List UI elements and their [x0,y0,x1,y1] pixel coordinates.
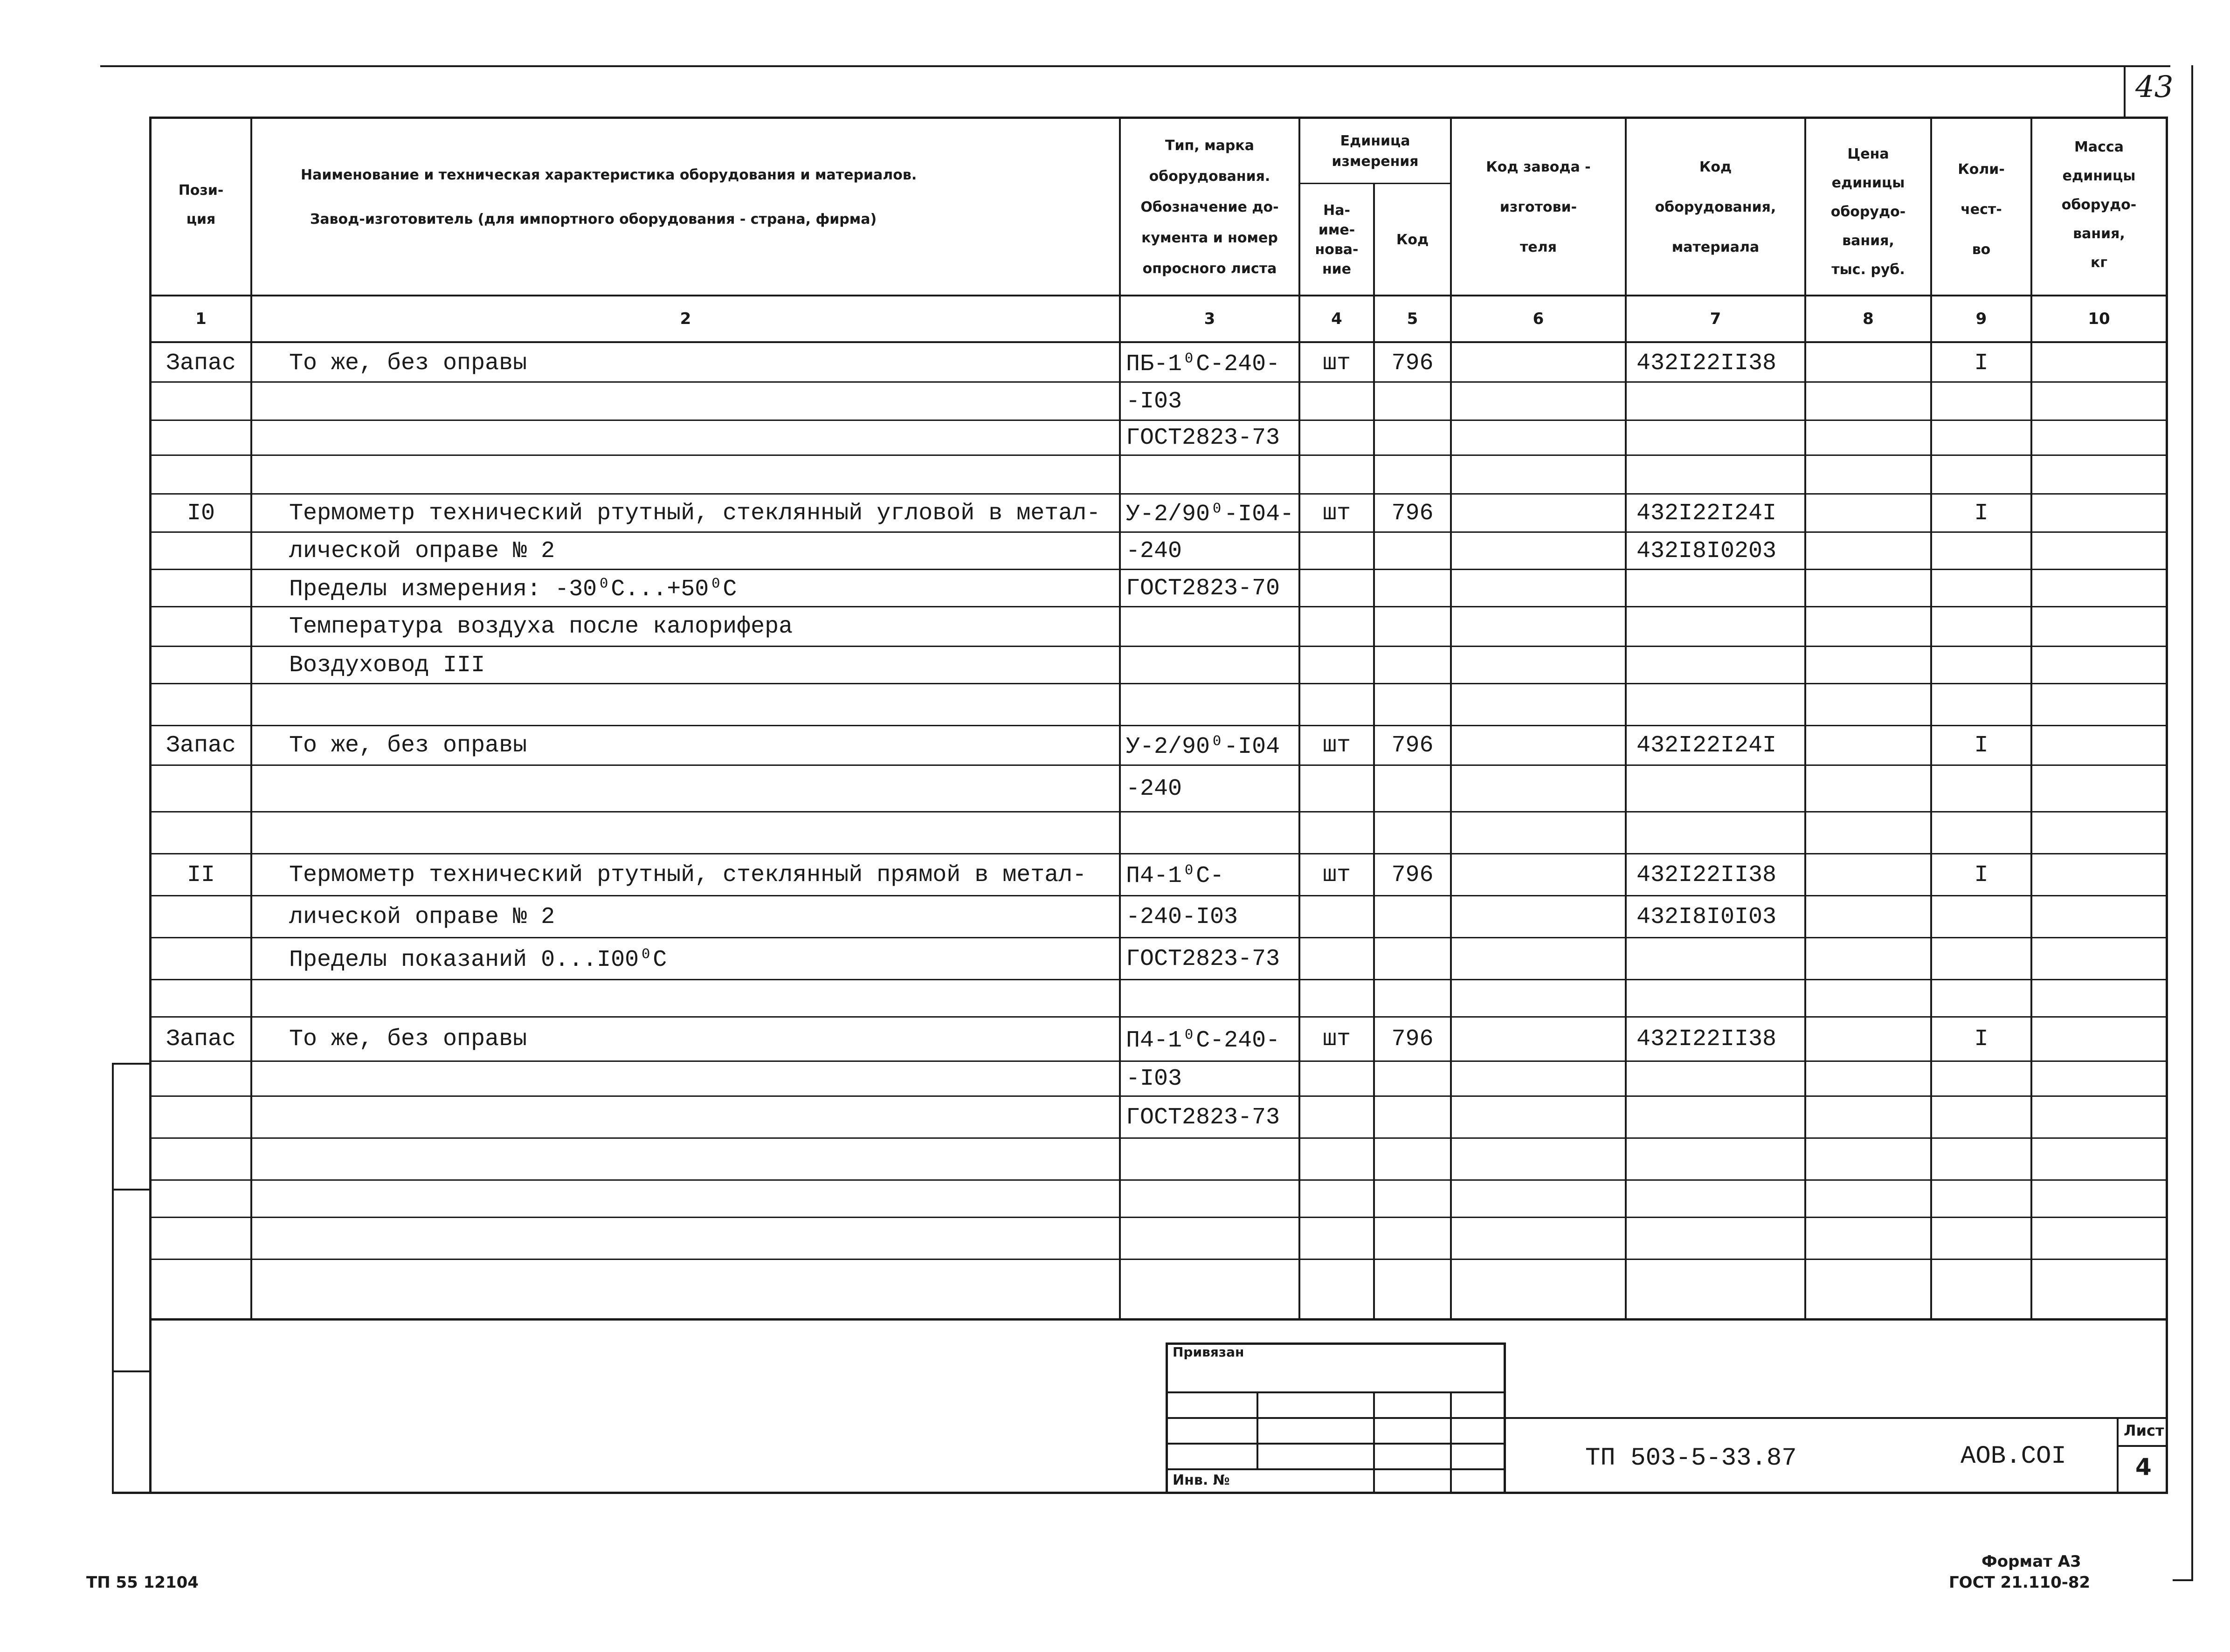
cell-position: Запас [166,350,236,377]
cell-unit [1300,456,1373,493]
cell-equip-code [1636,1062,1804,1095]
cell-qty [1932,1181,2030,1217]
cell-name [289,1139,1114,1179]
sheet-box-divider [2117,1445,2168,1447]
cell-unit-code [1375,533,1450,569]
header-maker-code: Код завода - изготови- теля [1486,159,1591,255]
docblock-top [1506,1417,2168,1419]
cell-qty [1932,383,2030,420]
cell-type: У-2/90⁰-I04- [1126,501,1294,528]
cell-equip-code: 432I8I0203 [1636,537,1777,564]
cell-equip-code [1636,1181,1804,1217]
cell-unit [1300,1260,1373,1318]
privyazan-vline2 [1373,1391,1375,1494]
colnum-6: 6 [1533,310,1544,328]
cell-position: Запас [166,1026,236,1053]
cell-unit [1300,981,1373,1016]
row-separator [149,1179,2168,1181]
row-separator [149,937,2168,938]
cell-type: -240 [1126,775,1182,802]
cell-name: Пределы показаний 0...I00⁰С [289,947,667,973]
cell-unit [1300,1097,1373,1137]
cell-name: Воздуховод III [289,652,485,679]
cell-position [152,813,250,853]
cell-equip-code [1636,766,1804,811]
table-body-bottom [149,1318,2168,1321]
header-name-line1: Наименование и техническая характеристика оборудования и материалов. [301,167,917,183]
sheet-mark: 43 [2135,70,2174,104]
cell-type [1126,1218,1298,1259]
cell-equip-code [1636,456,1804,493]
cell-unit [1300,647,1373,683]
cell-qty [1932,981,2030,1016]
table-right [2166,117,2168,1494]
cell-position [152,1218,250,1259]
cell-qty [1932,1062,2030,1095]
cell-position [152,647,250,683]
cell-position: Запас [166,732,236,759]
cell-position [152,897,250,937]
cell-position [152,939,250,979]
header-unit-code: Код [1396,232,1429,248]
bottom-right-border [2173,1579,2193,1581]
cell-type: ГОСТ2823-73 [1126,945,1280,972]
cell-unit: шт [1322,861,1351,888]
cell-qty [1932,813,2030,853]
colnum-7: 7 [1710,310,1721,328]
cell-type: -I03 [1126,388,1182,415]
cell-equip-code: 432I8I0I03 [1636,903,1777,930]
right-border-line [2191,65,2193,1580]
cell-type: ГОСТ2823-70 [1126,575,1280,602]
cell-type [1126,608,1298,646]
privyazan-hline3 [1166,1443,1506,1445]
cell-name [289,1260,1114,1318]
cell-name [289,1218,1114,1259]
cell-unit [1300,1181,1373,1217]
row-separator [149,381,2168,383]
cell-unit [1300,897,1373,937]
cell-name [289,685,1114,725]
cell-type [1126,456,1298,493]
top-border-line [100,65,2170,67]
cell-name [289,813,1114,853]
binding-strip-mid2 [112,1370,152,1372]
cell-qty [1932,456,2030,493]
colnum-5: 5 [1407,310,1418,328]
binding-strip-left [112,1063,114,1494]
colnum-1: 1 [195,310,207,328]
header-qty: Коли- чест- во [1958,161,2005,258]
cell-position [152,533,250,569]
cell-unit-code: 796 [1391,861,1434,888]
cell-type: У-2/90⁰-I04 [1126,733,1280,760]
row-separator [149,1060,2168,1062]
cell-unit [1300,421,1373,454]
cell-name [289,766,1114,811]
colnum-8: 8 [1863,310,1874,328]
cell-name [289,1097,1114,1137]
cell-unit [1300,608,1373,646]
cell-equip-code: 432I22II38 [1636,1026,1777,1053]
cell-equip-code: 432I22I24I [1636,732,1777,759]
privyazan-hline2 [1166,1417,1506,1419]
binding-strip-top [112,1063,152,1065]
cell-qty: I [1974,732,1988,759]
cell-name: То же, без оправы [289,350,527,377]
cell-name: лической оправе № 2 [289,537,555,564]
cell-qty [1932,608,2030,646]
header-unit-group: Единица измерения [1332,133,1419,170]
cell-unit [1300,383,1373,420]
cell-type: -I03 [1126,1066,1182,1092]
cell-position [152,685,250,725]
cell-qty [1932,939,2030,979]
cell-unit-code [1375,981,1450,1016]
cell-equip-code [1636,813,1804,853]
header-equip-code: Код оборудования, материала [1655,159,1776,255]
cell-unit-code [1375,1139,1450,1179]
cell-position [152,571,250,606]
cell-unit: шт [1322,350,1351,377]
cell-unit [1300,533,1373,569]
table-top [149,117,2168,119]
row-separator [149,811,2168,812]
cell-position [152,1062,250,1095]
cell-type [1126,981,1298,1016]
cell-name: Температура воздуха после калорифера [289,613,793,640]
cell-equip-code [1636,1097,1804,1137]
cell-type [1126,685,1298,725]
binding-strip-mid1 [112,1189,152,1191]
cell-type [1126,813,1298,853]
sheet-box-left [2117,1417,2119,1494]
cell-position [152,456,250,493]
cell-unit-code: 796 [1391,350,1434,377]
cell-equip-code [1636,939,1804,979]
cell-type: -240 [1126,537,1182,564]
cell-position [152,1097,250,1137]
cell-unit-code [1375,1181,1450,1217]
footer-format: Формат А3 [1981,1552,2081,1571]
cell-unit [1300,766,1373,811]
cell-equip-code: 432I22II38 [1636,350,1777,377]
cell-unit-code: 796 [1391,500,1434,527]
cell-qty: I [1974,500,1988,527]
header-name-line2: Завод-изготовитель (для импортного оборудования - страна, фирма) [310,211,877,227]
document-mark: АОВ.COI [1961,1442,2066,1471]
row-separator [149,1259,2168,1260]
cell-qty: I [1974,1026,1988,1053]
cell-position [152,1139,250,1179]
cell-qty [1932,533,2030,569]
sheet-mark-box-left [2124,67,2126,118]
cell-unit: шт [1322,500,1351,527]
cell-unit [1300,685,1373,725]
row-separator [149,493,2168,495]
cell-qty [1932,1097,2030,1137]
cell-equip-code: 432I22II38 [1636,861,1777,888]
cell-qty [1932,571,2030,606]
cell-unit-code [1375,813,1450,853]
cell-unit-code [1375,1062,1450,1095]
cell-type [1126,1139,1298,1179]
cell-type: П4-1⁰С-240- [1126,1027,1280,1054]
privyazan-vline1 [1257,1391,1258,1468]
cell-unit: шт [1322,1026,1351,1053]
cell-position [152,421,250,454]
colnum-9: 9 [1975,310,1987,328]
cell-unit-code: 796 [1391,1026,1434,1053]
cell-position [152,766,250,811]
cell-qty [1932,897,2030,937]
cell-equip-code [1636,647,1804,683]
cell-unit-code [1375,571,1450,606]
cell-qty [1932,685,2030,725]
cell-type: ГОСТ2823-73 [1126,425,1280,451]
cell-unit [1300,1139,1373,1179]
cell-equip-code: 432I22I24I [1636,500,1777,527]
row-separator [149,569,2168,570]
sheet-number: 4 [2135,1453,2152,1480]
footer-left-code: ТП 55 12104 [86,1573,199,1592]
row-separator [149,725,2168,726]
cell-name: Термометр технический ртутный, стеклянный прямой в метал- [289,861,1087,888]
header-type: Тип, марка оборудования. Обозначение до- кумента и номер опросного листа [1140,138,1279,277]
cell-equip-code [1636,421,1804,454]
cell-name: То же, без оправы [289,1026,527,1053]
cell-equip-code [1636,981,1804,1016]
row-separator [149,764,2168,766]
document-code: ТП 503-5-33.87 [1585,1444,1797,1473]
row-separator [149,1016,2168,1018]
cell-name: Термометр технический ртутный, стеклянный угловой в метал- [289,500,1101,527]
cell-name: Пределы измерения: -30⁰С...+50⁰С [289,576,737,603]
cell-unit-code [1375,383,1450,420]
cell-position [152,981,250,1016]
row-separator [149,1217,2168,1218]
cell-unit-code [1375,1260,1450,1318]
cell-unit-code [1375,1218,1450,1259]
cell-type [1126,647,1298,683]
cell-unit-code [1375,939,1450,979]
cell-qty [1932,647,2030,683]
sheet-label: Лист [2124,1422,2164,1439]
cell-qty [1932,1218,2030,1259]
cell-type [1126,1181,1298,1217]
cell-name [289,981,1114,1016]
cell-qty: I [1974,861,1988,888]
colnum-10: 10 [2088,310,2110,328]
cell-position [152,1181,250,1217]
cell-unit [1300,813,1373,853]
cell-name [289,383,1114,420]
cell-name [289,421,1114,454]
cell-equip-code [1636,571,1804,606]
cell-position [152,608,250,646]
privyazan-label: Привязан [1173,1344,1244,1360]
cell-unit [1300,1218,1373,1259]
cell-unit-code [1375,647,1450,683]
cell-qty [1932,421,2030,454]
cell-name: То же, без оправы [289,732,527,759]
cell-unit-code [1375,685,1450,725]
header-unit-name: На- име- нова- ние [1315,202,1359,277]
cell-unit: шт [1322,732,1351,759]
cell-qty: I [1974,350,1988,377]
cell-qty [1932,1139,2030,1179]
cell-unit-code [1375,456,1450,493]
cell-type: П4-1⁰С- [1126,863,1224,889]
cell-equip-code [1636,685,1804,725]
row-separator [149,646,2168,647]
header-price: Цена единицы оборудо- вания, тыс. руб. [1830,146,1906,278]
inv-number-label: Инв. № [1173,1472,1230,1488]
row-separator [149,979,2168,980]
cell-unit-code [1375,897,1450,937]
row-separator [149,853,2168,854]
cell-unit [1300,939,1373,979]
cell-position: I0 [186,500,215,527]
privyazan-hline4 [1166,1468,1506,1470]
cell-position [152,383,250,420]
header-mass: Масса единицы оборудо- вания, кг [2061,139,2137,271]
cell-unit [1300,1062,1373,1095]
row-separator [149,683,2168,684]
footer-gost: ГОСТ 21.110-82 [1949,1573,2091,1592]
row-separator [149,1095,2168,1097]
cell-qty [1932,1260,2030,1318]
colnum-4: 4 [1331,310,1342,328]
cell-type: ГОСТ2823-73 [1126,1104,1280,1131]
cell-unit-code [1375,608,1450,646]
cell-equip-code [1636,383,1804,420]
colnum-2: 2 [680,310,691,328]
cell-equip-code [1636,608,1804,646]
cell-equip-code [1636,1139,1804,1179]
cell-name [289,456,1114,493]
row-separator [149,606,2168,607]
row-separator [149,420,2168,421]
numrow-bottom [149,341,2168,343]
cell-unit [1300,571,1373,606]
cell-unit-code [1375,766,1450,811]
cell-name [289,1062,1114,1095]
privyazan-hline1 [1166,1391,1506,1393]
cell-name: лической оправе № 2 [289,903,555,930]
privyazan-vline3 [1450,1391,1452,1494]
cell-equip-code [1636,1260,1804,1318]
row-separator [149,895,2168,896]
cell-type: -240-I03 [1126,903,1238,930]
cell-unit-code: 796 [1391,732,1434,759]
cell-type [1126,1260,1298,1318]
cell-unit-code [1375,1097,1450,1137]
header-position: Пози- ция [178,182,224,227]
cell-qty [1932,766,2030,811]
row-separator [149,1137,2168,1139]
row-separator [149,454,2168,456]
cell-unit-code [1375,421,1450,454]
cell-name [289,1181,1114,1217]
cell-type: ПБ-1⁰С-240- [1126,351,1280,378]
unit-group-divider [1298,183,1450,184]
cell-position [152,1260,250,1318]
row-separator [149,531,2168,533]
frame-bottom [112,1492,2168,1494]
cell-position: II [186,861,215,888]
colnum-3: 3 [1204,310,1215,328]
cell-equip-code [1636,1218,1804,1259]
